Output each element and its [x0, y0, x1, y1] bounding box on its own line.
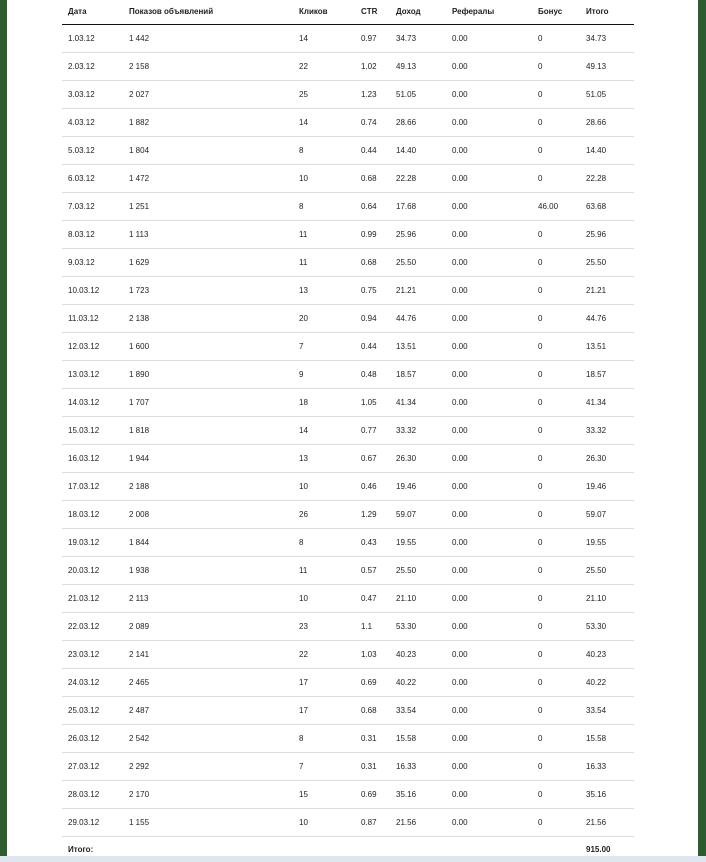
cell-impressions: 1 890 [123, 360, 293, 388]
cell-clicks: 11 [293, 220, 355, 248]
cell-income: 34.73 [390, 24, 446, 52]
cell-clicks: 13 [293, 444, 355, 472]
cell-income: 19.55 [390, 528, 446, 556]
cell-referrals: 0.00 [446, 360, 532, 388]
cell-total: 14.40 [580, 136, 634, 164]
cell-total: 33.32 [580, 416, 634, 444]
cell-impressions: 1 707 [123, 388, 293, 416]
cell-referrals: 0.00 [446, 472, 532, 500]
cell-bonus: 0 [532, 24, 580, 52]
cell-date: 6.03.12 [62, 164, 123, 192]
cell-bonus: 0 [532, 164, 580, 192]
table-row [62, 276, 634, 304]
cell-income: 18.57 [390, 360, 446, 388]
cell-referrals: 0.00 [446, 388, 532, 416]
cell-date: 11.03.12 [62, 304, 123, 332]
cell-clicks: 13 [293, 276, 355, 304]
cell-referrals: 0.00 [446, 780, 532, 808]
cell-ctr: 0.67 [355, 444, 390, 472]
cell-income: 19.46 [390, 472, 446, 500]
cell-bonus: 0 [532, 780, 580, 808]
cell-ctr: 1.03 [355, 640, 390, 668]
cell-total: 44.76 [580, 304, 634, 332]
cell-total: 49.13 [580, 52, 634, 80]
cell-date: 22.03.12 [62, 612, 123, 640]
cell-total: 25.50 [580, 556, 634, 584]
column-header-total: Итого [580, 0, 634, 24]
cell-date: 19.03.12 [62, 528, 123, 556]
cell-income: 14.40 [390, 136, 446, 164]
cell-date: 7.03.12 [62, 192, 123, 220]
cell-ctr: 0.47 [355, 584, 390, 612]
cell-total: 21.10 [580, 584, 634, 612]
cell-referrals: 0.00 [446, 52, 532, 80]
cell-clicks: 25 [293, 80, 355, 108]
cell-clicks: 15 [293, 780, 355, 808]
cell-referrals: 0.00 [446, 528, 532, 556]
cell-ctr: 0.57 [355, 556, 390, 584]
cell-bonus: 46.00 [532, 192, 580, 220]
cell-referrals: 0.00 [446, 136, 532, 164]
cell-ctr: 0.87 [355, 808, 390, 836]
table-row [62, 668, 634, 696]
cell-clicks: 14 [293, 24, 355, 52]
cell-date: 17.03.12 [62, 472, 123, 500]
cell-clicks: 10 [293, 808, 355, 836]
cell-impressions: 1 882 [123, 108, 293, 136]
cell-bonus: 0 [532, 668, 580, 696]
bottom-scroll-strip [0, 856, 706, 862]
cell-income: 51.05 [390, 80, 446, 108]
table-row [62, 416, 634, 444]
cell-impressions: 2 138 [123, 304, 293, 332]
cell-ctr: 0.46 [355, 472, 390, 500]
table-row [62, 752, 634, 780]
cell-ctr: 0.74 [355, 108, 390, 136]
cell-income: 16.33 [390, 752, 446, 780]
cell-referrals: 0.00 [446, 192, 532, 220]
cell-referrals: 0.00 [446, 696, 532, 724]
column-header-ctr: CTR [355, 0, 390, 24]
cell-clicks: 9 [293, 360, 355, 388]
cell-income: 21.21 [390, 276, 446, 304]
earnings-table [62, 0, 634, 862]
cell-referrals: 0.00 [446, 584, 532, 612]
cell-date: 2.03.12 [62, 52, 123, 80]
cell-ctr: 1.02 [355, 52, 390, 80]
table-row [62, 164, 634, 192]
cell-total: 19.55 [580, 528, 634, 556]
cell-referrals: 0.00 [446, 808, 532, 836]
cell-date: 26.03.12 [62, 724, 123, 752]
cell-clicks: 8 [293, 528, 355, 556]
cell-total: 28.66 [580, 108, 634, 136]
cell-total: 15.58 [580, 724, 634, 752]
cell-bonus: 0 [532, 276, 580, 304]
cell-total: 25.96 [580, 220, 634, 248]
cell-ctr: 0.75 [355, 276, 390, 304]
cell-income: 53.30 [390, 612, 446, 640]
cell-referrals: 0.00 [446, 220, 532, 248]
table-row [62, 388, 634, 416]
table-row [62, 108, 634, 136]
cell-ctr: 0.99 [355, 220, 390, 248]
cell-income: 41.34 [390, 388, 446, 416]
cell-bonus: 0 [532, 220, 580, 248]
cell-total: 13.51 [580, 332, 634, 360]
cell-referrals: 0.00 [446, 24, 532, 52]
cell-impressions: 1 155 [123, 808, 293, 836]
cell-total: 34.73 [580, 24, 634, 52]
cell-impressions: 2 170 [123, 780, 293, 808]
cell-date: 27.03.12 [62, 752, 123, 780]
cell-referrals: 0.00 [446, 80, 532, 108]
cell-total: 25.50 [580, 248, 634, 276]
cell-referrals: 0.00 [446, 248, 532, 276]
cell-clicks: 22 [293, 52, 355, 80]
cell-total: 21.21 [580, 276, 634, 304]
cell-bonus: 0 [532, 556, 580, 584]
cell-income: 59.07 [390, 500, 446, 528]
cell-impressions: 1 600 [123, 332, 293, 360]
cell-total: 40.22 [580, 668, 634, 696]
cell-impressions: 2 188 [123, 472, 293, 500]
cell-clicks: 26 [293, 500, 355, 528]
cell-date: 29.03.12 [62, 808, 123, 836]
table-row [62, 556, 634, 584]
cell-income: 25.50 [390, 556, 446, 584]
cell-referrals: 0.00 [446, 164, 532, 192]
column-header-income: Доход [390, 0, 446, 24]
table-row [62, 444, 634, 472]
cell-income: 25.96 [390, 220, 446, 248]
table-body [62, 24, 634, 836]
cell-referrals: 0.00 [446, 444, 532, 472]
cell-referrals: 0.00 [446, 500, 532, 528]
cell-ctr: 1.29 [355, 500, 390, 528]
cell-bonus: 0 [532, 388, 580, 416]
cell-date: 5.03.12 [62, 136, 123, 164]
column-header-bonus: Бонус [532, 0, 580, 24]
cell-bonus: 0 [532, 304, 580, 332]
column-header-referrals: Рефералы [446, 0, 532, 24]
cell-income: 33.32 [390, 416, 446, 444]
cell-bonus: 0 [532, 416, 580, 444]
cell-impressions: 2 542 [123, 724, 293, 752]
cell-total: 59.07 [580, 500, 634, 528]
cell-total: 35.16 [580, 780, 634, 808]
window-border-right [698, 0, 706, 856]
cell-income: 40.23 [390, 640, 446, 668]
cell-date: 1.03.12 [62, 24, 123, 52]
cell-ctr: 0.44 [355, 332, 390, 360]
cell-total: 40.23 [580, 640, 634, 668]
cell-impressions: 2 465 [123, 668, 293, 696]
cell-ctr: 0.68 [355, 164, 390, 192]
cell-bonus: 0 [532, 584, 580, 612]
table-row [62, 24, 634, 52]
column-header-date: Дата [62, 0, 123, 24]
cell-income: 44.76 [390, 304, 446, 332]
cell-impressions: 1 944 [123, 444, 293, 472]
cell-referrals: 0.00 [446, 640, 532, 668]
cell-clicks: 17 [293, 668, 355, 696]
cell-income: 22.28 [390, 164, 446, 192]
cell-clicks: 18 [293, 388, 355, 416]
table-row [62, 640, 634, 668]
table-row [62, 724, 634, 752]
cell-clicks: 17 [293, 696, 355, 724]
cell-clicks: 11 [293, 556, 355, 584]
cell-date: 9.03.12 [62, 248, 123, 276]
cell-ctr: 1.23 [355, 80, 390, 108]
cell-impressions: 1 818 [123, 416, 293, 444]
cell-impressions: 1 251 [123, 192, 293, 220]
cell-bonus: 0 [532, 332, 580, 360]
table-row [62, 192, 634, 220]
cell-impressions: 2 292 [123, 752, 293, 780]
table-row [62, 304, 634, 332]
cell-clicks: 7 [293, 332, 355, 360]
cell-impressions: 2 158 [123, 52, 293, 80]
cell-total: 33.54 [580, 696, 634, 724]
cell-ctr: 0.44 [355, 136, 390, 164]
cell-clicks: 10 [293, 472, 355, 500]
cell-clicks: 22 [293, 640, 355, 668]
cell-total: 16.33 [580, 752, 634, 780]
cell-date: 4.03.12 [62, 108, 123, 136]
cell-total: 51.05 [580, 80, 634, 108]
cell-total: 22.28 [580, 164, 634, 192]
cell-bonus: 0 [532, 528, 580, 556]
table-row [62, 80, 634, 108]
cell-income: 26.30 [390, 444, 446, 472]
cell-impressions: 1 442 [123, 24, 293, 52]
table-row [62, 248, 634, 276]
table-row [62, 136, 634, 164]
total-label: Итого: [68, 844, 94, 854]
table-row [62, 220, 634, 248]
cell-impressions: 2 008 [123, 500, 293, 528]
cell-bonus: 0 [532, 360, 580, 388]
cell-bonus: 0 [532, 724, 580, 752]
cell-total: 41.34 [580, 388, 634, 416]
cell-income: 35.16 [390, 780, 446, 808]
cell-date: 3.03.12 [62, 80, 123, 108]
cell-impressions: 1 472 [123, 164, 293, 192]
cell-impressions: 1 804 [123, 136, 293, 164]
cell-date: 14.03.12 [62, 388, 123, 416]
cell-date: 24.03.12 [62, 668, 123, 696]
cell-referrals: 0.00 [446, 612, 532, 640]
cell-impressions: 1 938 [123, 556, 293, 584]
cell-bonus: 0 [532, 500, 580, 528]
column-header-impressions: Показов объявлений [123, 0, 293, 24]
table-row [62, 612, 634, 640]
cell-referrals: 0.00 [446, 752, 532, 780]
table-row [62, 52, 634, 80]
cell-referrals: 0.00 [446, 724, 532, 752]
table-row [62, 472, 634, 500]
cell-date: 28.03.12 [62, 780, 123, 808]
cell-date: 25.03.12 [62, 696, 123, 724]
cell-ctr: 0.48 [355, 360, 390, 388]
cell-date: 13.03.12 [62, 360, 123, 388]
cell-clicks: 8 [293, 192, 355, 220]
cell-referrals: 0.00 [446, 108, 532, 136]
cell-clicks: 14 [293, 416, 355, 444]
cell-ctr: 0.69 [355, 668, 390, 696]
cell-bonus: 0 [532, 248, 580, 276]
cell-clicks: 10 [293, 584, 355, 612]
table-row [62, 500, 634, 528]
cell-total: 18.57 [580, 360, 634, 388]
cell-referrals: 0.00 [446, 668, 532, 696]
cell-income: 28.66 [390, 108, 446, 136]
table-row [62, 780, 634, 808]
cell-total: 21.56 [580, 808, 634, 836]
cell-ctr: 0.97 [355, 24, 390, 52]
table-row [62, 360, 634, 388]
window-border-left [0, 0, 7, 856]
cell-date: 21.03.12 [62, 584, 123, 612]
cell-clicks: 20 [293, 304, 355, 332]
table-header-row [62, 0, 634, 24]
cell-clicks: 23 [293, 612, 355, 640]
cell-impressions: 1 844 [123, 528, 293, 556]
cell-ctr: 0.31 [355, 752, 390, 780]
cell-income: 21.56 [390, 808, 446, 836]
cell-impressions: 1 629 [123, 248, 293, 276]
cell-bonus: 0 [532, 136, 580, 164]
cell-ctr: 0.68 [355, 248, 390, 276]
cell-income: 33.54 [390, 696, 446, 724]
cell-income: 15.58 [390, 724, 446, 752]
cell-referrals: 0.00 [446, 304, 532, 332]
cell-impressions: 2 141 [123, 640, 293, 668]
total-value: 915.00 [586, 844, 611, 854]
cell-clicks: 14 [293, 108, 355, 136]
table-row [62, 808, 634, 836]
cell-impressions: 2 089 [123, 612, 293, 640]
cell-bonus: 0 [532, 612, 580, 640]
cell-date: 16.03.12 [62, 444, 123, 472]
cell-clicks: 8 [293, 724, 355, 752]
cell-ctr: 0.77 [355, 416, 390, 444]
cell-impressions: 1 723 [123, 276, 293, 304]
cell-total: 26.30 [580, 444, 634, 472]
cell-bonus: 0 [532, 472, 580, 500]
cell-income: 40.22 [390, 668, 446, 696]
cell-bonus: 0 [532, 108, 580, 136]
table-row [62, 696, 634, 724]
cell-clicks: 8 [293, 136, 355, 164]
cell-ctr: 0.69 [355, 780, 390, 808]
cell-clicks: 7 [293, 752, 355, 780]
cell-total: 19.46 [580, 472, 634, 500]
column-header-clicks: Кликов [293, 0, 355, 24]
cell-date: 23.03.12 [62, 640, 123, 668]
cell-date: 10.03.12 [62, 276, 123, 304]
cell-bonus: 0 [532, 808, 580, 836]
cell-referrals: 0.00 [446, 276, 532, 304]
cell-bonus: 0 [532, 752, 580, 780]
cell-date: 12.03.12 [62, 332, 123, 360]
cell-income: 25.50 [390, 248, 446, 276]
cell-date: 18.03.12 [62, 500, 123, 528]
cell-ctr: 1.1 [355, 612, 390, 640]
cell-impressions: 1 113 [123, 220, 293, 248]
table-row [62, 584, 634, 612]
cell-ctr: 0.64 [355, 192, 390, 220]
cell-clicks: 11 [293, 248, 355, 276]
cell-ctr: 0.43 [355, 528, 390, 556]
cell-clicks: 10 [293, 164, 355, 192]
cell-income: 13.51 [390, 332, 446, 360]
cell-impressions: 2 113 [123, 584, 293, 612]
table-row [62, 528, 634, 556]
cell-income: 21.10 [390, 584, 446, 612]
cell-bonus: 0 [532, 444, 580, 472]
cell-bonus: 0 [532, 640, 580, 668]
cell-income: 49.13 [390, 52, 446, 80]
cell-referrals: 0.00 [446, 332, 532, 360]
report-page [62, 0, 634, 862]
cell-date: 15.03.12 [62, 416, 123, 444]
cell-ctr: 0.68 [355, 696, 390, 724]
cell-ctr: 0.94 [355, 304, 390, 332]
cell-total: 63.68 [580, 192, 634, 220]
cell-bonus: 0 [532, 696, 580, 724]
cell-date: 20.03.12 [62, 556, 123, 584]
cell-date: 8.03.12 [62, 220, 123, 248]
cell-bonus: 0 [532, 52, 580, 80]
cell-ctr: 1.05 [355, 388, 390, 416]
cell-bonus: 0 [532, 80, 580, 108]
cell-referrals: 0.00 [446, 556, 532, 584]
cell-income: 17.68 [390, 192, 446, 220]
cell-impressions: 2 027 [123, 80, 293, 108]
cell-referrals: 0.00 [446, 416, 532, 444]
cell-total: 53.30 [580, 612, 634, 640]
cell-ctr: 0.31 [355, 724, 390, 752]
table-row [62, 332, 634, 360]
cell-impressions: 2 487 [123, 696, 293, 724]
